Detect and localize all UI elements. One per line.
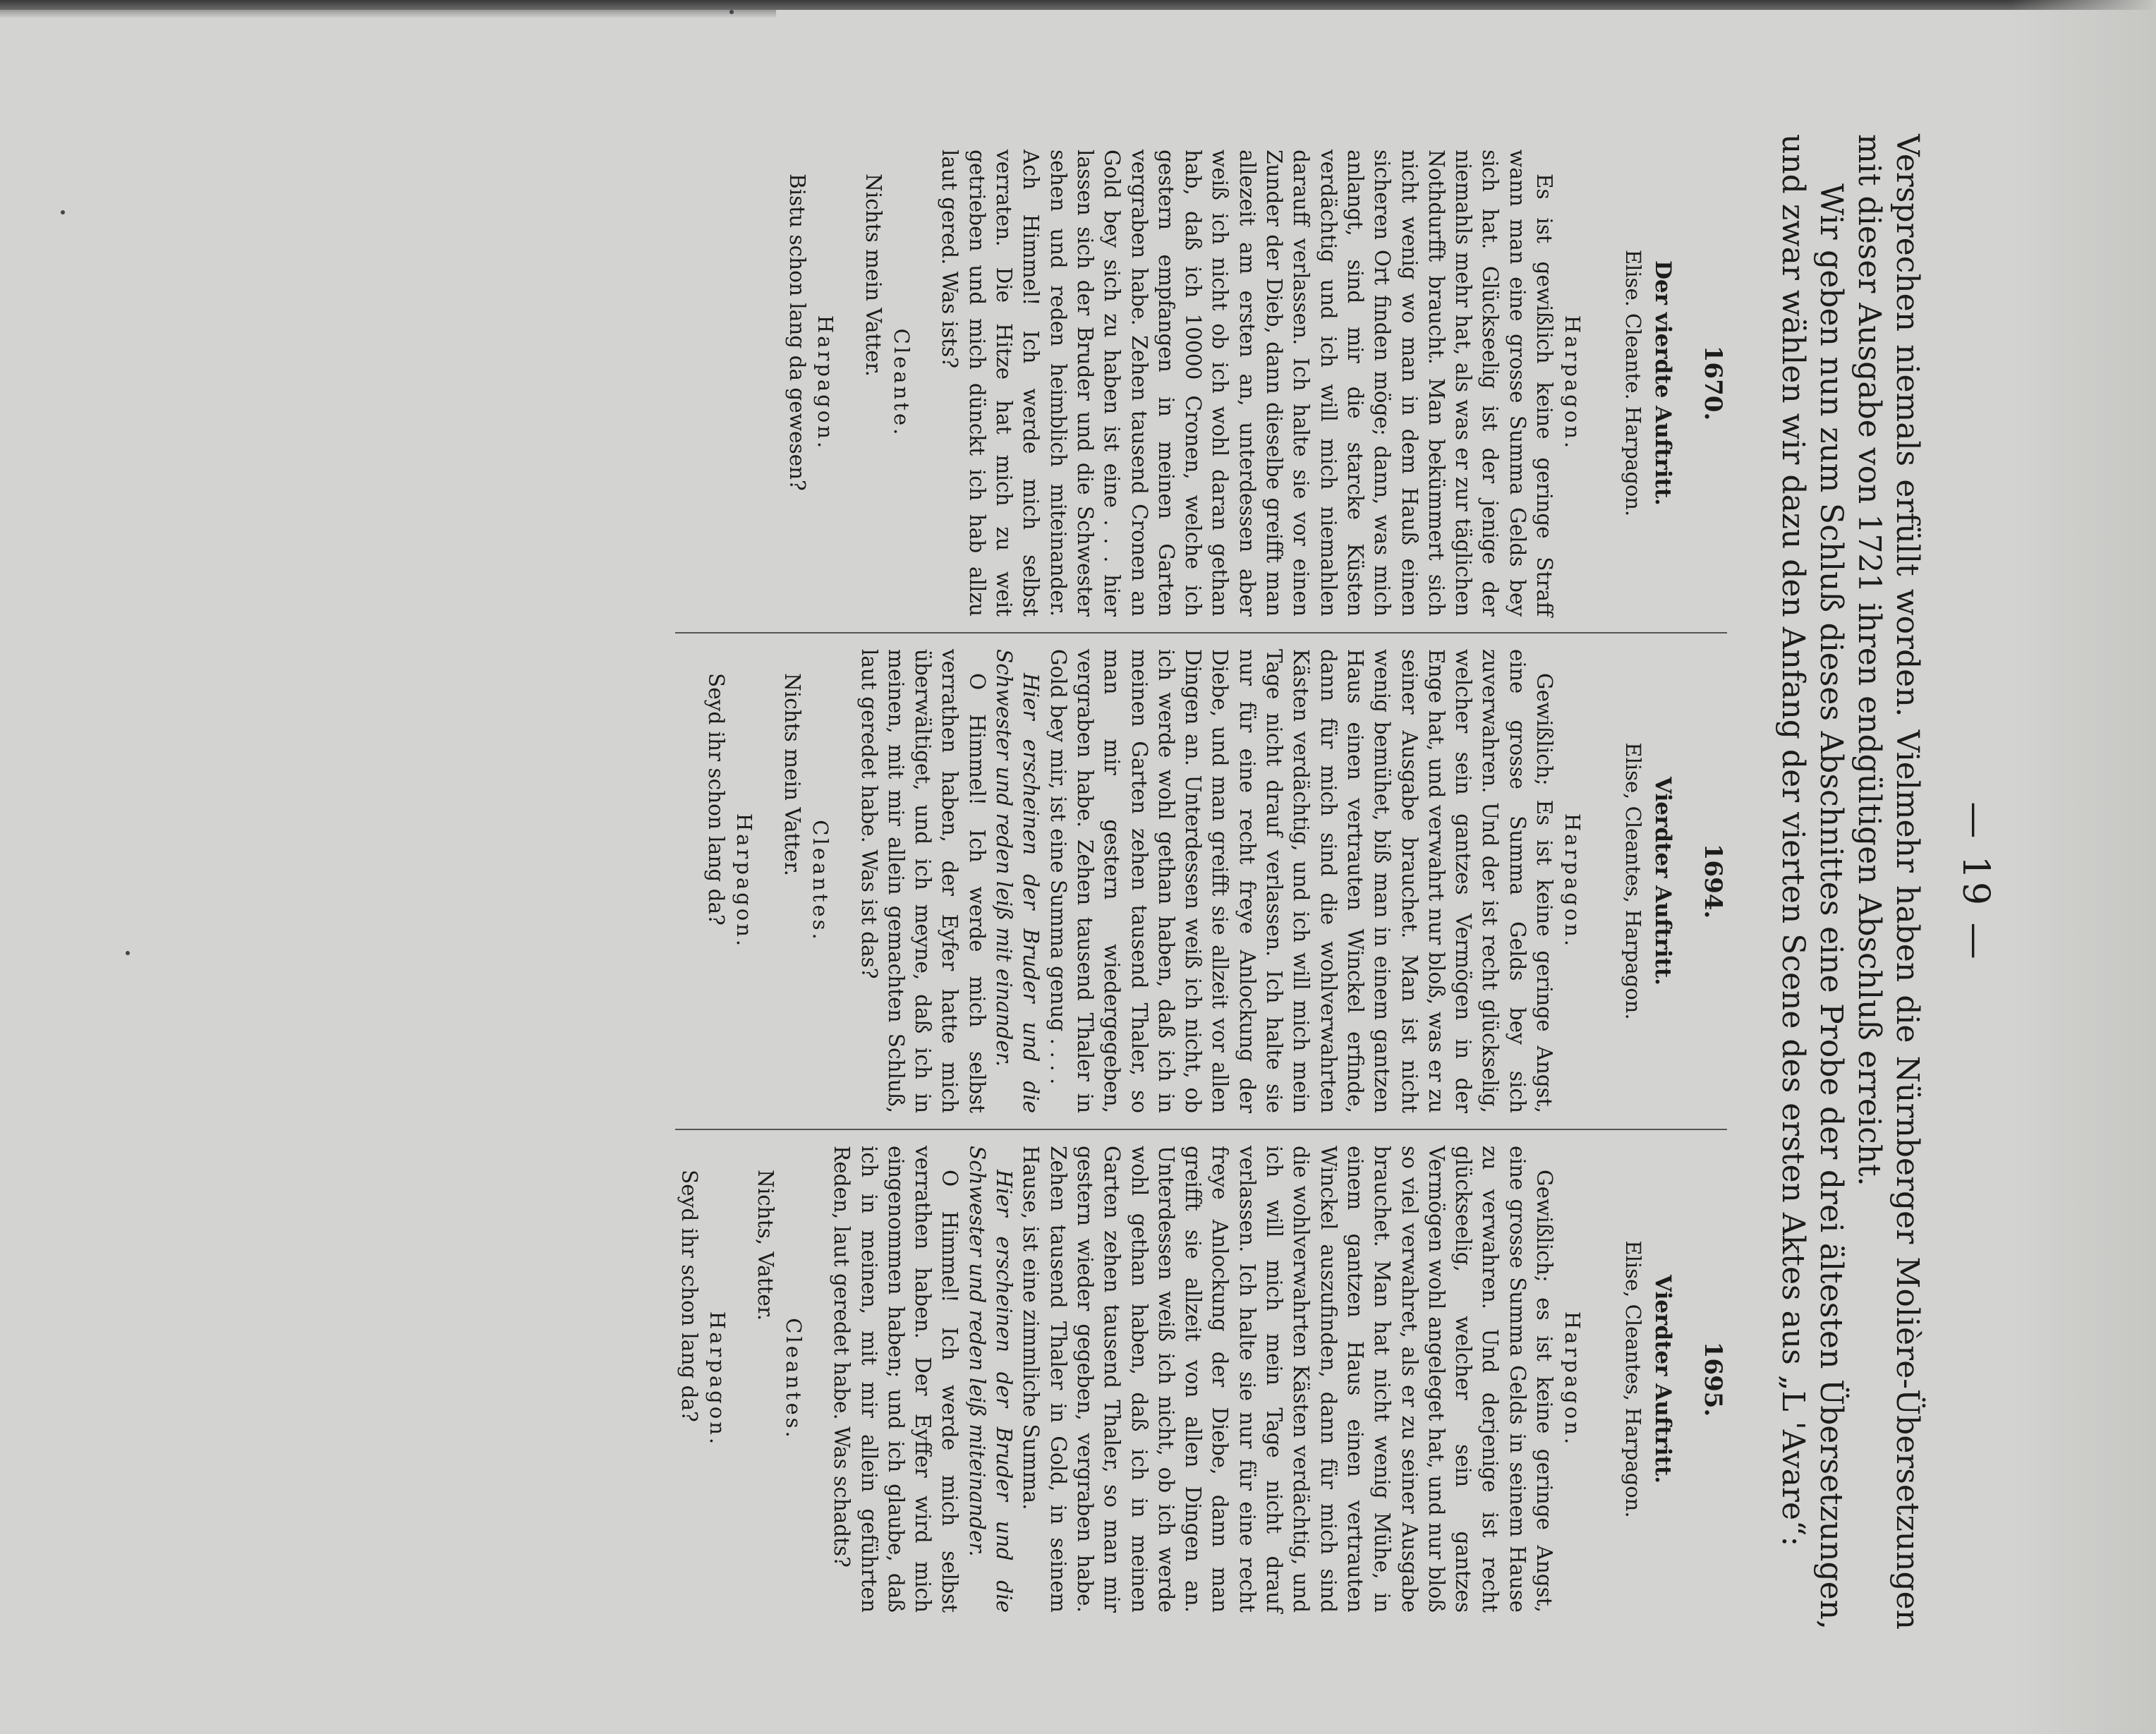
column-year: 1670. [1699, 345, 1727, 421]
scene-heading: Vierdter Auftritt. [1650, 1275, 1676, 1484]
speech-text: Gewißlich; es ist keine geringe Angst, eine grosse Summa Gelds in seinem Hause zu verwahren. Und derjenige ist recht glückseelig, welcher sein gantzes Vermögen wohl angeleget hat, und nur bloß so viel verwahret, als er zu seiner Ausgabe brauchet. Man hat nicht wenig Mühe, in einem gantzen Haus einen vertrauten Winckel auszufinden, dann für mich sind die wohlverwahrten Kästen verdächtig, und ich will mich mein Tage nicht drauf verlassen. Ich halte sie nur für eine recht freye Anlockung der Diebe, dann man greifft sie allzeit von allen Dingen an. Unterdessen weiß ich nicht, ob ich werde wohl gethan haben, daß ich in meinen Garten zehen tausend Thaler, so man mir gestern wieder gegeben, vergraben habe. Zehen tausend Thaler in Gold, in seinem Hause, ist eine zimmliche Summa. [1019, 1146, 1556, 1613]
speech-text: O Himmel! Ich werde mich selbst verrathen haben, der Eyfer hatte mich überwältiget, und ich meyne, daß ich in meinen, mit mir allein gemachten Schluß, laut geredet habe. Was ist das? [856, 649, 989, 1113]
stage-direction: Hier erscheinen der Bruder und die Schwester und reden leiß mit einander. [992, 649, 1043, 1113]
scan-right-shade [2011, 0, 2156, 1734]
speaker-name: Harpagon. [1561, 315, 1585, 451]
intro-text [1774, 134, 1926, 1630]
scan-top-shadow [0, 10, 776, 18]
scan-speck [729, 10, 734, 14]
speech-text: O Himmel! Ich werde mich selbst verrathen haben. Der Eyffer wird mich eingenommen haben; und ich glaube, daß ich in meinen, mit mir allein geführten Reden, laut geredet habe. Was schadts? [830, 1146, 962, 1613]
persons-list: Elise, Cleantes, Harpagon. [1621, 1240, 1645, 1518]
rotated-book-page [233, 113, 1997, 1651]
scan-speck [61, 210, 65, 214]
column-1694 [675, 632, 1727, 1130]
speaker-name: Cleantes. [781, 1318, 806, 1441]
reply-text: Bistu schon lang da gewesen? [785, 174, 809, 491]
speech-text: Es ist gewißlich keine geringe Straff wann man eine grosse Summa Gelds bey sich hat. Glückseelig ist der jenige der niemahls mehr hat, als was er zur täglichen Nothdurfft braucht. Man bekümmert sich nicht wenig wo man in dem Hauß einen sicheren Ort finden möge; dann, was mich anlangt, sind mir die starcke Küsten verdächtig und ich will mich niemahlen darauff verlassen. Ich halte sie vor einen Zunder der Dieb, dann dieselbe greifft man allezeit am ersten an, unterdessen aber weiß ich nicht ob ich wohl daran gethan hab, daß ich 10000 Cronen, welche ich gestern empfangen in meinen Garten vergraben habe. Zehen tausend Cronen an Gold bey sich zu haben ist eine . . . hier lassen sich der Bruder und die Schwester sehen und reden heimblich miteinander. Ach Himmel! Ich werde mich selbst verraten. Die Hitze hat mich zu weit getrieben und mich dünckt ich hab allzu laut gered. Was ists? [938, 150, 1556, 617]
scan-top-edge [0, 0, 2156, 10]
intro-paragraph-2: Wir geben nun zum Schluß dieses Abschnittes eine Probe der drei ältesten Übersetzungen, und zwar wählen wir dazu den Anfang der vierten Scene des ersten Aktes aus „L 'Avare“: [1775, 134, 1849, 1630]
intro-paragraph-1: Versprechen niemals erfüllt worden. Vielmehr haben die Nürnberger Molière-Übersetzungen mit dieser Ausgabe von 1721 ihren endgültigen Abschluß erreicht. [1851, 134, 1925, 1630]
reply-text: Nichts mein Vatter. [861, 174, 886, 377]
column-year: 1694. [1699, 843, 1727, 919]
speech-text: Gewißlich; Es ist keine geringe Angst, eine grosse Summa Gelds bey sich zuverwahren. Und der ist recht glückselig, welcher sein gantzes Vermögen in der Enge hat, und verwahrt nur bloß, was er zu seiner Ausgabe brauchet. Man ist nicht wenig bemühet, biß man in einem gantzen Haus einen vertrauten Winckel erfinde, dann für mich sind die wohlverwahrten Kästen verdächtig, und ich will mich mein Tage nicht drauf verlassen. Ich halte sie nur für eine recht freye Anlockung der Diebe, und man greifft sie allzeit vor allen Dingen an. Unterdessen weiß ich nicht, ob ich werde wohl gethan haben, daß ich in meinen Garten zehen tausend Thaler, so man mir gestern wiedergegeben, vergraben habe. Zehen tausend Thaler in Gold bey mir, ist eine Summa genug . . . . [1046, 649, 1556, 1113]
reply-text: Seyd ihr schon lang da? [703, 673, 728, 926]
speaker-name: Cleantes. [808, 820, 833, 942]
speaker-name: Harpagon. [732, 813, 756, 950]
page-number: — 19 — [1954, 801, 1997, 962]
scene-heading: Der vierdte Auftritt. [1650, 260, 1676, 506]
persons-list: Elise, Cleantes, Harpagon. [1621, 742, 1645, 1020]
reply-text: Nichts, Vatter. [753, 1170, 777, 1321]
speaker-name: Harpagon. [1561, 813, 1585, 950]
speaker-name: Cleante. [890, 328, 914, 438]
scan-speck [126, 951, 130, 955]
speaker-name: Harpagon. [705, 1311, 729, 1448]
reply-text: Seyd ihr schon lang da? [677, 1170, 701, 1422]
scene-heading: Vierdter Auftritt. [1650, 777, 1676, 986]
stage-direction: Hier erscheinen der Bruder und die Schwester und reden leiß miteinander. [964, 1146, 1017, 1613]
speaker-name: Harpagon. [1561, 1311, 1585, 1448]
persons-list: Elise. Cleante. Harpagon. [1621, 249, 1645, 517]
column-year: 1695. [1699, 1341, 1727, 1417]
speaker-name: Harpagon. [813, 315, 837, 451]
translation-columns [675, 134, 1727, 1630]
column-1695 [675, 1130, 1727, 1628]
column-1670 [675, 134, 1727, 632]
reply-text: Nichts mein Vatter. [780, 673, 805, 876]
